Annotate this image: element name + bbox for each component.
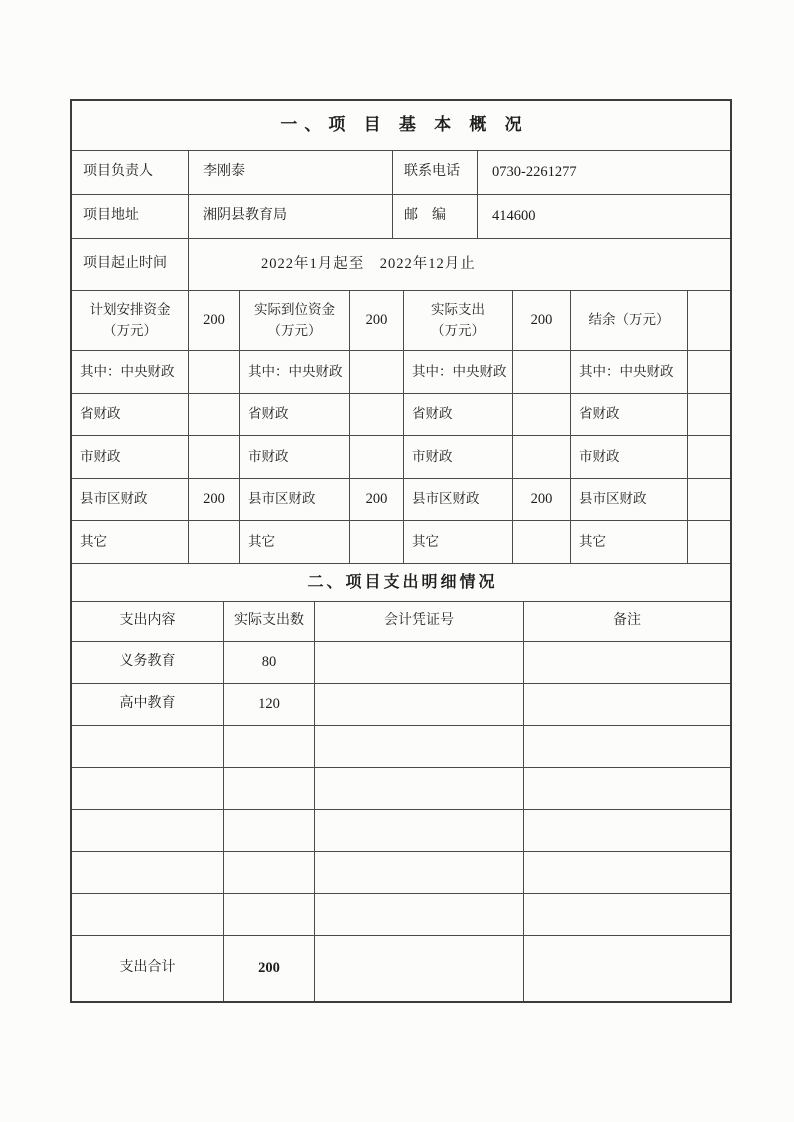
central-finance-label: 其中：中央财政: [72, 351, 189, 393]
balance-line1: 结余（万元）: [588, 312, 670, 328]
expense-row: [72, 768, 730, 810]
expense-row: [72, 810, 730, 852]
expense-content: [72, 768, 224, 809]
received-funds-line2: （万元）: [267, 322, 322, 338]
city-finance-value: [513, 436, 571, 478]
project-address-value: 湘阴县教育局: [189, 195, 393, 238]
county-finance-value: 200: [350, 479, 404, 520]
contact-phone-value: 0730-2261277: [492, 163, 577, 180]
city-finance-label: 市财政: [404, 436, 513, 478]
expense-total-voucher: [315, 936, 524, 1001]
expense-row: [72, 642, 730, 684]
other-finance-value: [350, 521, 404, 563]
voucher-number: [315, 726, 524, 767]
county-finance-value: 200: [513, 479, 571, 520]
note: [524, 768, 730, 809]
expense-header-row: [72, 602, 730, 642]
city-finance-value: [688, 436, 730, 478]
county-finance-label: 县市区财政: [571, 479, 688, 520]
city-finance-label: 市财政: [571, 436, 688, 478]
planned-funds-label: [72, 291, 189, 350]
central-finance-label: 其中：中央财政: [571, 351, 688, 393]
expense-amount-header: 实际支出数: [224, 602, 315, 641]
project-leader-value: 李刚泰: [189, 151, 393, 194]
funding-header-row: [72, 291, 730, 351]
central-finance-label: 其中：中央财政: [404, 351, 513, 393]
planned-funds-value: 200: [189, 291, 240, 350]
table-row: [72, 195, 730, 239]
note: [524, 684, 730, 725]
expense-amount: [224, 726, 315, 767]
other-finance-label: 其它: [404, 521, 513, 563]
funding-row-other: [72, 521, 730, 564]
province-finance-label: 省财政: [240, 394, 350, 435]
funding-row-county: [72, 479, 730, 521]
balance-value: [688, 291, 730, 350]
note: [524, 894, 730, 935]
city-finance-value: [189, 436, 240, 478]
voucher-number-header: 会计凭证号: [315, 602, 524, 641]
central-finance-value: [688, 351, 730, 393]
actual-expense-label: [404, 291, 513, 350]
postcode-label: 邮 编: [393, 195, 478, 238]
central-finance-label: 其中：中央财政: [240, 351, 350, 393]
expense-amount: [224, 810, 315, 851]
county-finance-label: 县市区财政: [404, 479, 513, 520]
county-finance-label: 县市区财政: [240, 479, 350, 520]
expense-amount: [224, 852, 315, 893]
province-finance-value: [688, 394, 730, 435]
balance-label: [571, 291, 688, 350]
province-finance-value: [513, 394, 571, 435]
voucher-number: [315, 810, 524, 851]
table-row: [72, 239, 730, 291]
postcode-value: 414600: [492, 207, 536, 224]
other-finance-label: 其它: [240, 521, 350, 563]
actual-expense-line2: （万元）: [431, 322, 485, 338]
expense-content: [72, 810, 224, 851]
province-finance-value: [350, 394, 404, 435]
table-row: [72, 151, 730, 195]
note-header: 备注: [613, 613, 641, 629]
expense-content: [72, 726, 224, 767]
expense-content: [72, 894, 224, 935]
project-period-value: 2022年1月起至 2022年12月止: [261, 255, 476, 272]
planned-funds-line1: 计划安排资金: [89, 301, 171, 317]
province-finance-label: 省财政: [404, 394, 513, 435]
county-finance-value: [688, 479, 730, 520]
voucher-number: [315, 642, 524, 683]
note: [524, 642, 730, 683]
central-finance-value: [513, 351, 571, 393]
expense-total-label: 支出合计: [72, 936, 224, 1001]
expense-row: [72, 684, 730, 726]
note: [524, 726, 730, 767]
expense-row: [72, 852, 730, 894]
expense-content: [72, 852, 224, 893]
province-finance-value: [189, 394, 240, 435]
actual-expense-value: 200: [513, 291, 571, 350]
expense-total-amount: 200: [224, 936, 315, 1001]
note: [524, 852, 730, 893]
planned-funds-line2: （万元）: [103, 322, 157, 338]
voucher-number: [315, 852, 524, 893]
county-finance-label: 县市区财政: [72, 479, 189, 520]
funding-row-province: [72, 394, 730, 436]
expense-amount: 120: [224, 684, 315, 725]
expense-content-header: 支出内容: [72, 602, 224, 641]
project-period-label: 项目起止时间: [72, 239, 189, 290]
received-funds-line1: 实际到位资金: [254, 301, 335, 317]
expense-amount: [224, 894, 315, 935]
city-finance-label: 市财政: [72, 436, 189, 478]
province-finance-label: 省财政: [571, 394, 688, 435]
province-finance-label: 省财政: [72, 394, 189, 435]
voucher-number: [315, 768, 524, 809]
contact-phone-label: 联系电话: [393, 151, 478, 194]
expense-amount: [224, 768, 315, 809]
other-finance-value: [513, 521, 571, 563]
voucher-number: [315, 894, 524, 935]
central-finance-value: [189, 351, 240, 393]
other-finance-value: [189, 521, 240, 563]
section1-title: 一、项 目 基 本 概 况: [280, 115, 529, 135]
county-finance-value: 200: [189, 479, 240, 520]
expense-content: 义务教育: [72, 642, 224, 683]
section2-title: 二、项目支出明细情况: [307, 573, 498, 591]
other-finance-value: [688, 521, 730, 563]
expense-amount: 80: [224, 642, 315, 683]
funding-row-central: [72, 351, 730, 394]
central-finance-value: [350, 351, 404, 393]
received-funds-label: [240, 291, 350, 350]
expense-total-note: [524, 936, 730, 1001]
city-finance-label: 市财政: [240, 436, 350, 478]
expense-row: [72, 726, 730, 768]
project-report-form: [70, 99, 732, 1003]
expense-total-row: [72, 936, 730, 1001]
project-leader-label: 项目负责人: [72, 151, 189, 194]
expense-row: [72, 894, 730, 936]
note: [524, 810, 730, 851]
project-address-label: 项目地址: [72, 195, 189, 238]
funding-row-city: [72, 436, 730, 479]
voucher-number: [315, 684, 524, 725]
received-funds-value: 200: [350, 291, 404, 350]
expense-content: 高中教育: [72, 684, 224, 725]
actual-expense-line1: 实际支出: [431, 301, 485, 317]
other-finance-label: 其它: [72, 521, 189, 563]
other-finance-label: 其它: [571, 521, 688, 563]
city-finance-value: [350, 436, 404, 478]
